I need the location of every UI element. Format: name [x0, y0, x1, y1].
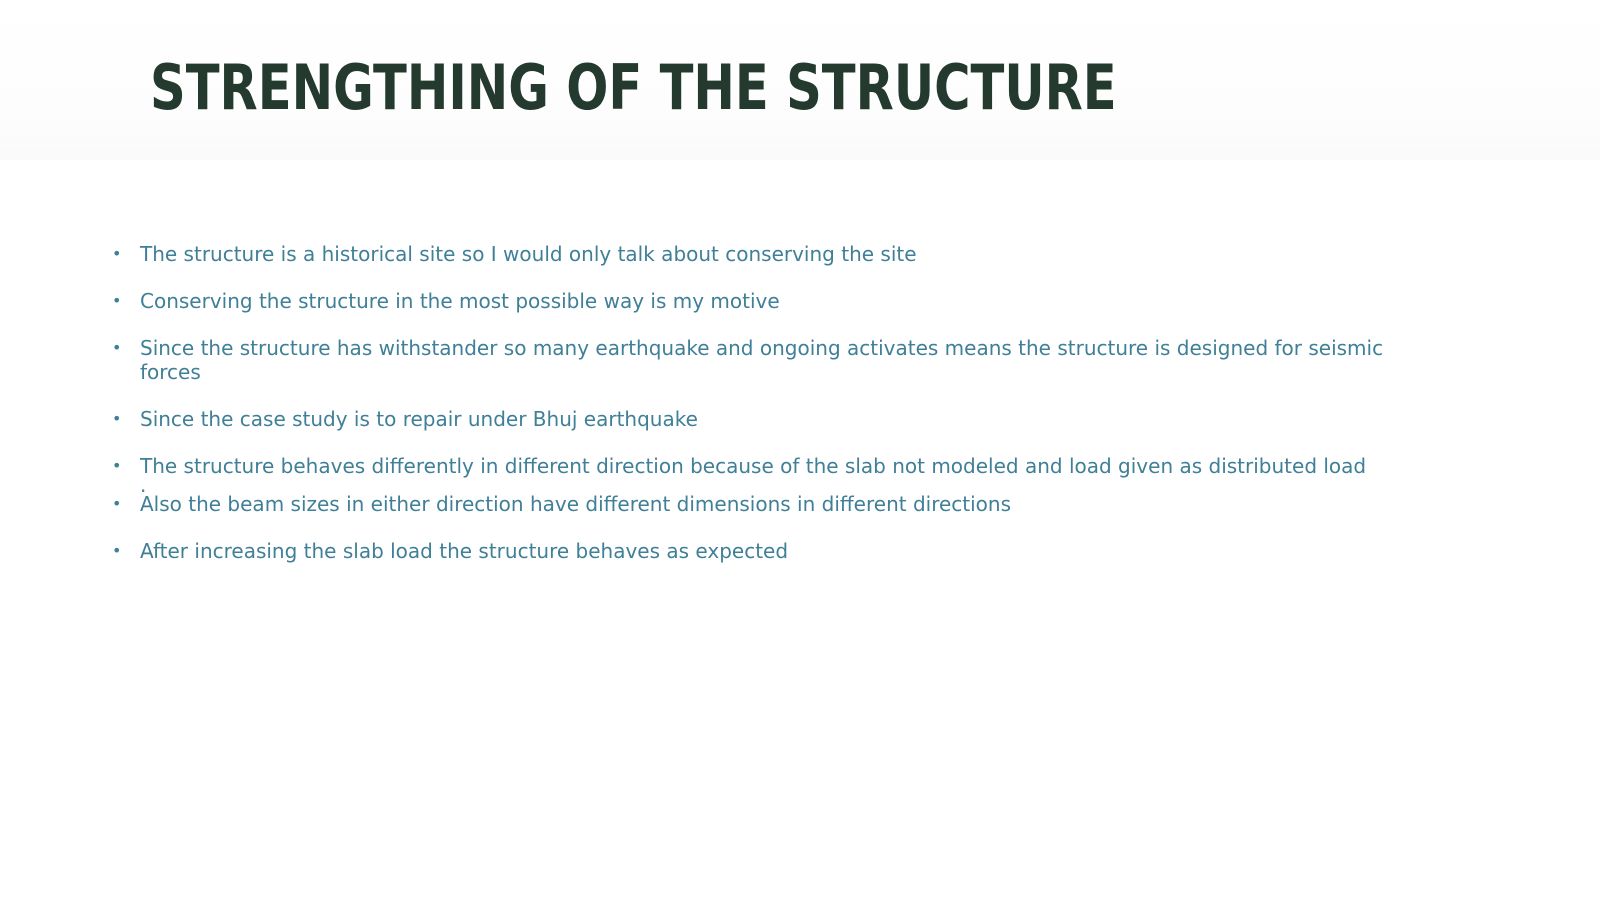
bullet-icon: • [112, 244, 122, 263]
bullet-trailing-text: . [140, 473, 147, 497]
bullet-text: Also the beam sizes in either direction have different dimensions in different directions [140, 492, 1012, 516]
bullet-item [112, 492, 1402, 516]
bullet-icon: • [112, 291, 122, 310]
bullet-text: Since the structure has withstander so many earthquake and ongoing activates means the structure is designed for seismic forces [140, 336, 1384, 384]
slide-title: STRENGTHING OF THE STRUCTURE [150, 51, 1117, 124]
bullet-text: Conserving the structure in the most possible way is my motive [140, 289, 780, 313]
bullet-item [112, 242, 1402, 266]
bullet-text: After increasing the slab load the structure behaves as expected [140, 539, 789, 563]
bullet-icon: • [112, 456, 122, 475]
bullet-icon: • [112, 541, 122, 560]
bullet-text: The structure behaves differently in different direction because of the slab not modeled and load given as distributed load [140, 454, 1367, 478]
bullet-icon: • [112, 494, 122, 513]
bullet-item [112, 539, 1402, 563]
bullet-item [112, 336, 1402, 384]
bullet-icon: • [112, 338, 122, 357]
bullet-list [112, 242, 1402, 586]
bullet-icon: • [112, 409, 122, 428]
bullet-item [112, 289, 1402, 313]
bullet-text: The structure is a historical site so I would only talk about conserving the site [140, 242, 917, 266]
bullet-item [112, 454, 1402, 497]
bullet-item [112, 407, 1402, 431]
bullet-text: Since the case study is to repair under Bhuj earthquake [140, 407, 698, 431]
